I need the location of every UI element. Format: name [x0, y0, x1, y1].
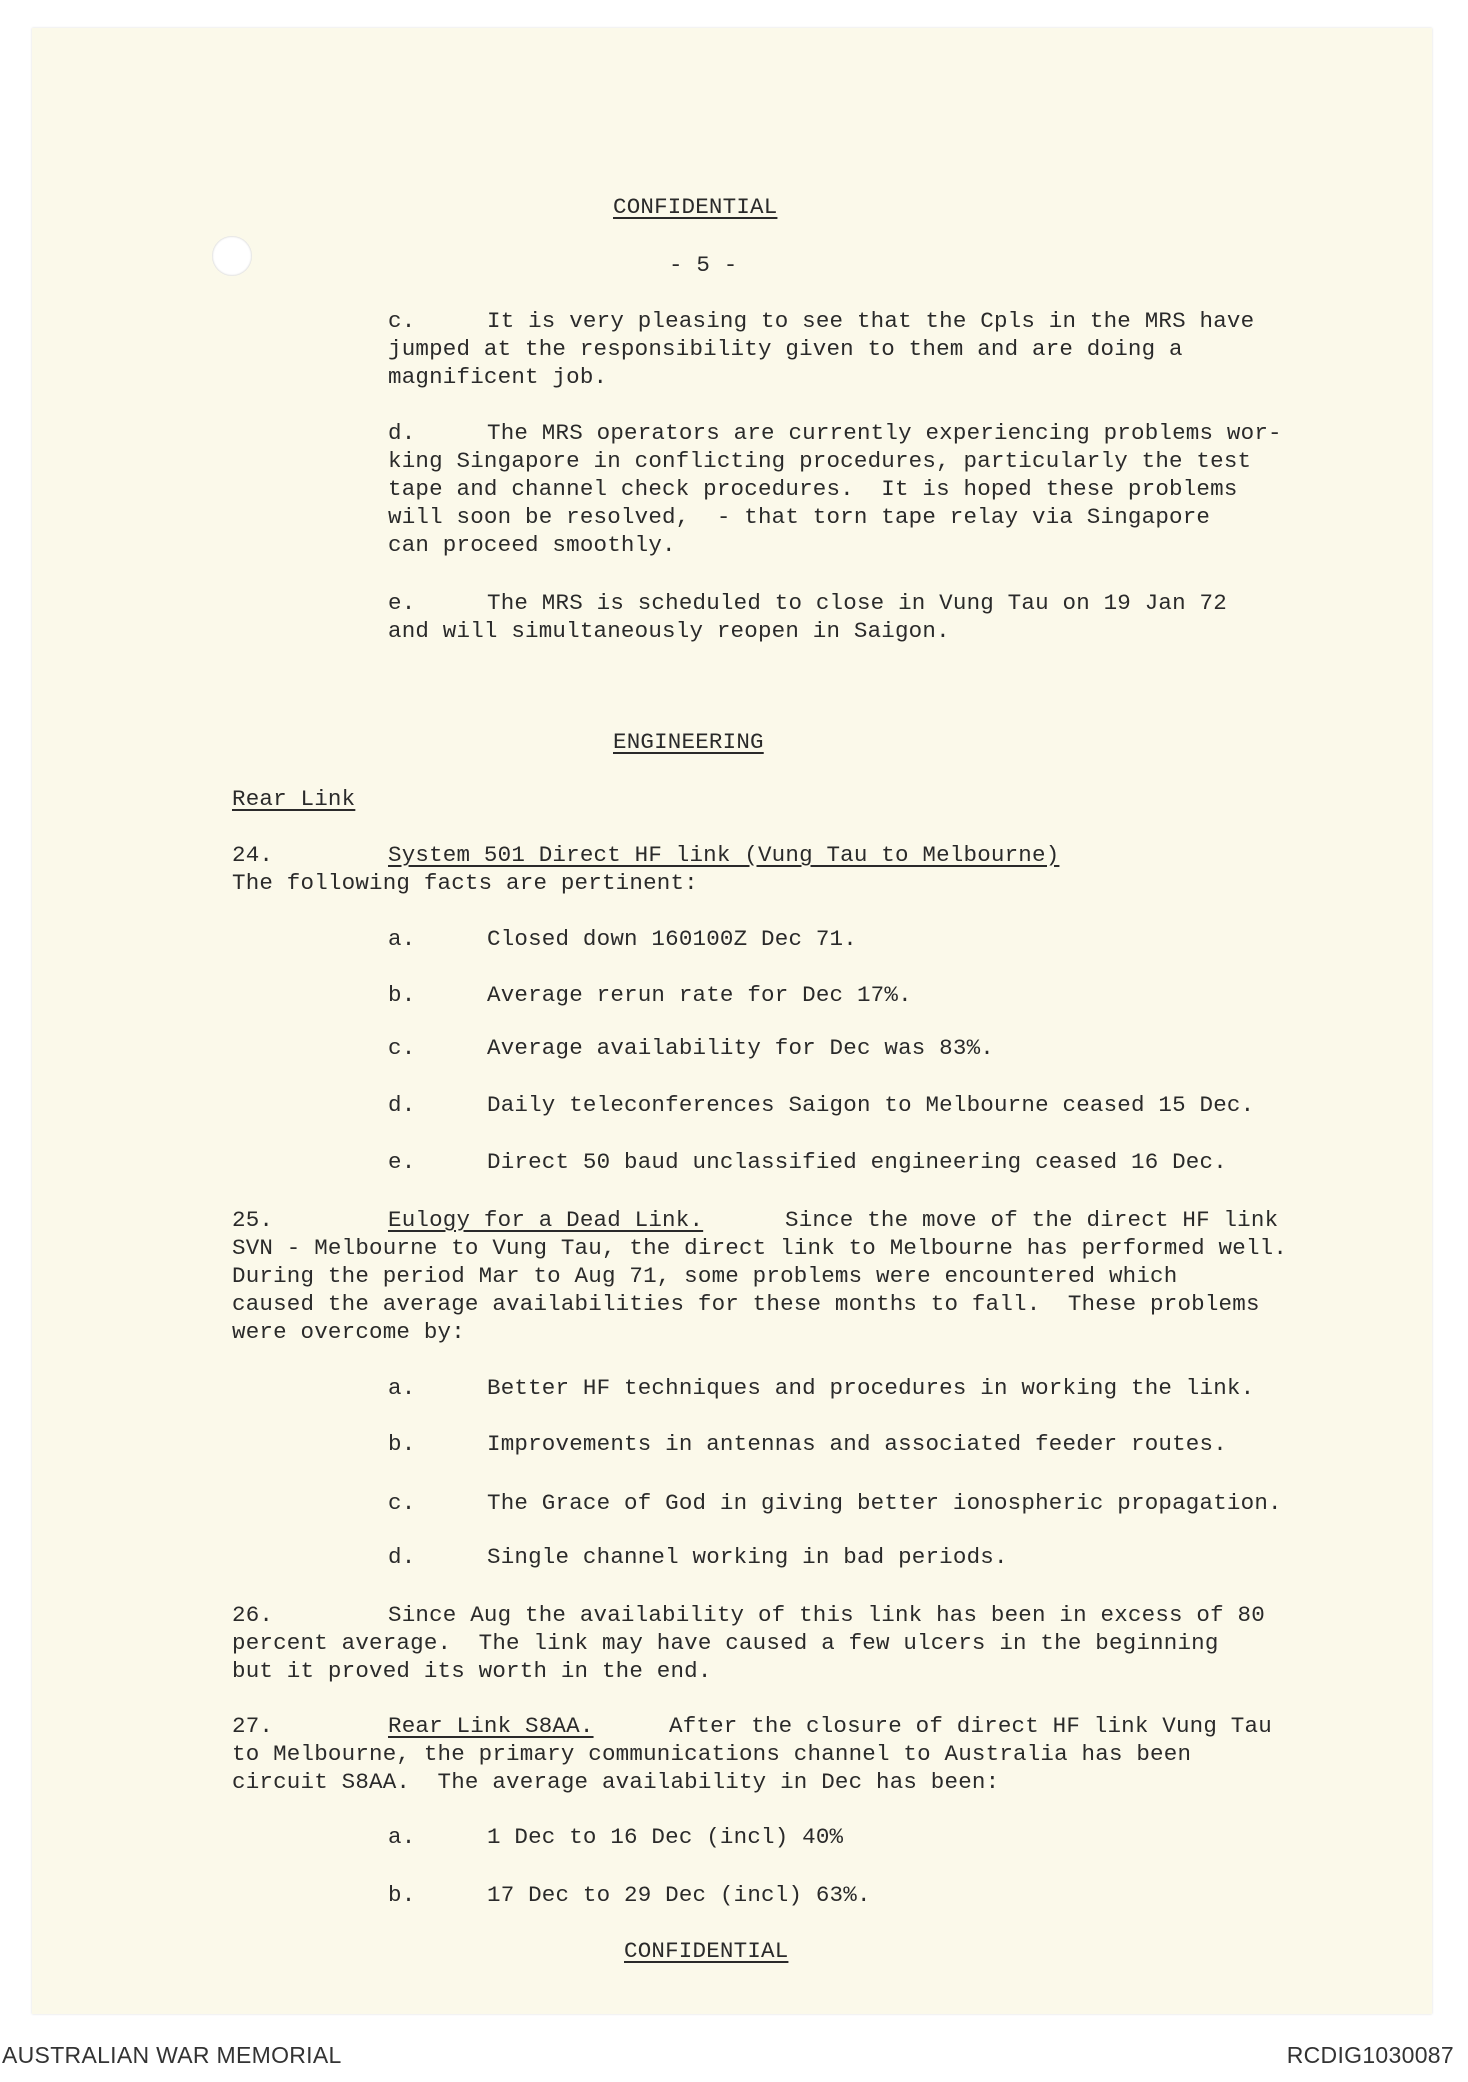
- para-d-line: can proceed smoothly.: [388, 532, 676, 558]
- para-27-line: circuit S8AA. The average availability in Dec has been:: [232, 1769, 1000, 1795]
- list-item-label: d.: [388, 1544, 416, 1570]
- page-number: - 5 -: [669, 252, 738, 278]
- para-d-line: The MRS operators are currently experiencing problems wor-: [487, 420, 1282, 446]
- para-d-line: king Singapore in conflicting procedures, particularly the test: [388, 448, 1252, 474]
- list-item-text: Daily teleconferences Saigon to Melbourne ceased 15 Dec.: [487, 1092, 1255, 1118]
- para-c-line: magnificent job.: [388, 364, 608, 390]
- para-24-number: 24.: [232, 842, 274, 868]
- para-24-title: System 501 Direct HF link (Vung Tau to Melbourne): [388, 842, 1060, 868]
- list-item-text: Single channel working in bad periods.: [487, 1544, 1008, 1570]
- para-25-line: SVN - Melbourne to Vung Tau, the direct link to Melbourne has performed well.: [232, 1235, 1288, 1261]
- list-item-label: b.: [388, 1882, 416, 1908]
- para-e-line: and will simultaneously reopen in Saigon.: [388, 618, 950, 644]
- para-26-line: but it proved its worth in the end.: [232, 1658, 712, 1684]
- list-item-text: Closed down 160100Z Dec 71.: [487, 926, 857, 952]
- list-item-text: Average availability for Dec was 83%.: [487, 1035, 994, 1061]
- subheading-rear-link: Rear Link: [232, 786, 356, 812]
- list-item-label: a.: [388, 926, 416, 952]
- para-27-line: After the closure of direct HF link Vung Tau: [669, 1713, 1272, 1739]
- para-27-line: to Melbourne, the primary communications channel to Australia has been: [232, 1741, 1192, 1767]
- section-heading-engineering: ENGINEERING: [613, 729, 764, 755]
- para-26-line: Since Aug the availability of this link has been in excess of 80: [388, 1602, 1265, 1628]
- list-item-text: Direct 50 baud unclassified engineering ceased 16 Dec.: [487, 1149, 1227, 1175]
- list-item-text: Average rerun rate for Dec 17%.: [487, 982, 912, 1008]
- list-item-label: b.: [388, 982, 416, 1008]
- para-25-title: Eulogy for a Dead Link.: [388, 1207, 704, 1233]
- para-26-number: 26.: [232, 1602, 274, 1628]
- list-item-label: a.: [388, 1824, 416, 1850]
- para-27-title: Rear Link S8AA.: [388, 1713, 594, 1739]
- para-c-line: jumped at the responsibility given to them and are doing a: [388, 336, 1183, 362]
- footer-classification: CONFIDENTIAL: [624, 1938, 789, 1964]
- archive-reference: RCDIG1030087: [1286, 2042, 1454, 2068]
- para-d-label: d.: [388, 420, 416, 446]
- list-item-label: c.: [388, 1035, 416, 1061]
- para-c-label: c.: [388, 308, 416, 334]
- para-24-intro: The following facts are pertinent:: [232, 870, 698, 896]
- list-item-text: 1 Dec to 16 Dec (incl) 40%: [487, 1824, 844, 1850]
- para-25-line: During the period Mar to Aug 71, some problems were encountered which: [232, 1263, 1178, 1289]
- list-item-label: e.: [388, 1149, 416, 1175]
- list-item-text: Improvements in antennas and associated feeder routes.: [487, 1431, 1227, 1457]
- punch-hole: [212, 236, 252, 276]
- para-25-line: Since the move of the direct HF link: [785, 1207, 1279, 1233]
- para-25-line: were overcome by:: [232, 1319, 465, 1345]
- archive-credit: AUSTRALIAN WAR MEMORIAL: [2, 2042, 342, 2068]
- list-item-text: Better HF techniques and procedures in working the link.: [487, 1375, 1255, 1401]
- header-classification: CONFIDENTIAL: [613, 194, 778, 220]
- para-d-line: tape and channel check procedures. It is hoped these problems: [388, 476, 1238, 502]
- para-e-label: e.: [388, 590, 416, 616]
- para-25-line: caused the average availabilities for these months to fall. These problems: [232, 1291, 1260, 1317]
- para-d-line: will soon be resolved, - that torn tape relay via Singapore: [388, 504, 1211, 530]
- para-26-line: percent average. The link may have caused a few ulcers in the beginning: [232, 1630, 1219, 1656]
- list-item-label: d.: [388, 1092, 416, 1118]
- list-item-label: a.: [388, 1375, 416, 1401]
- para-e-line: The MRS is scheduled to close in Vung Tau on 19 Jan 72: [487, 590, 1227, 616]
- list-item-label: b.: [388, 1431, 416, 1457]
- para-c-line: It is very pleasing to see that the Cpls in the MRS have: [487, 308, 1255, 334]
- list-item-label: c.: [388, 1490, 416, 1516]
- para-27-number: 27.: [232, 1713, 274, 1739]
- list-item-text: 17 Dec to 29 Dec (incl) 63%.: [487, 1882, 871, 1908]
- list-item-text: The Grace of God in giving better ionospheric propagation.: [487, 1490, 1282, 1516]
- para-25-number: 25.: [232, 1207, 274, 1233]
